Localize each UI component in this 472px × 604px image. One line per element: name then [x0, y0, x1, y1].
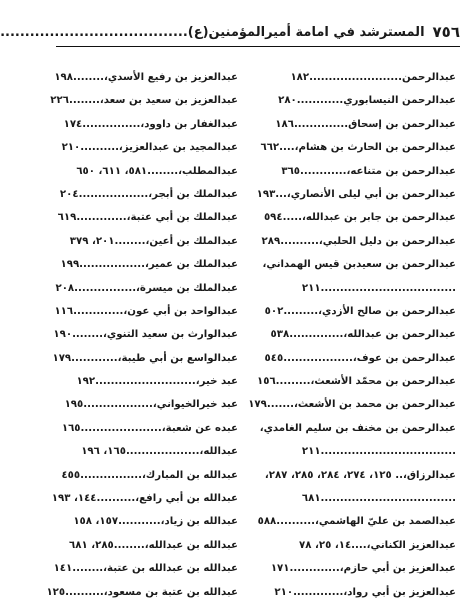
- index-entry: عبدالله بن عتبة بن مسعود،..........١٢٥: [46, 586, 238, 598]
- index-entry: عبدالصمد بن عليّ الهاشمي،..........٥٨٨: [257, 516, 456, 528]
- index-entry: عبدالله بن أبي رافع،..........١٤٤، ١٩٣: [51, 493, 238, 505]
- index-entry: عبدالرزاق،.. ١٢٥، ٢٧٤، ٢٨٤، ٢٨٥، ٢٨٧،: [264, 469, 456, 481]
- index-entry: ...................................٦٨١: [301, 493, 456, 505]
- page-number: ٧٥٦: [432, 23, 460, 41]
- index-entry: عبدالله بن عبدالله،........٢٨٥، ٦٨١: [69, 539, 238, 551]
- index-entry: عبدالرحمن بن مخنف بن سليم الغامدي،: [259, 422, 456, 434]
- index-entry: عبدالملك بن أعين،........٢٠١، ٣٧٩: [69, 235, 238, 247]
- index-entry: عبدالملك بن أبجر،..................٢٠٤: [59, 188, 238, 200]
- index-entry: عبدالعزيز بن رفيع الأسدي،........١٩٨: [54, 72, 238, 83]
- index-entry: عبدالله،...................١٦٥، ١٩٦: [81, 446, 238, 458]
- index-entry: عبدالرحمن بن الحارث بن هشام،....٦٦٢: [260, 142, 456, 154]
- index-entry: عبدالملك بن أبي عتبة،.............٦١٩: [57, 212, 238, 224]
- right-column: [248, 66, 456, 598]
- index-entry: عبده عن شعبة،.....................١٦٥: [61, 422, 238, 434]
- index-entry: عبدالملك بن عمير،.................١٩٩: [60, 259, 238, 271]
- index-entry: عبدالرحمن بن متناعه،............٣٦٥: [281, 165, 456, 177]
- index-entry: عبدالرحمن بن محمد بن الأشعث،.......١٧٩: [248, 399, 456, 411]
- index-entry: عبدالرحمن بن عبدالله،..............٥٣٨: [270, 329, 456, 341]
- index-entry: عبدالرحمن بن سعيدبن قيس الهمداني،: [262, 259, 456, 271]
- index-columns: [46, 66, 456, 598]
- index-entry: عبدالعزيز بن أبي رواد،.............٢١٠: [274, 586, 456, 598]
- index-entry: عبدالعزيز الكناني،....١٤، ٢٥، ٧٨: [299, 539, 456, 551]
- header-title-text: المسترشد في امامة أميرالمؤمنين(ع): [187, 24, 425, 40]
- index-entry: عبدالرحمن بن أبي ليلى الأنصاري،...١٩٣: [256, 188, 456, 200]
- page-title: [0, 25, 424, 40]
- left-column: [46, 66, 238, 598]
- index-entry: عبدالمطلب،........٥٨١، ٦١١، ٦٥٠: [76, 165, 238, 177]
- index-entry: عبدالعزيز بن أبي حازم،.............١٧١: [270, 563, 456, 575]
- header-dots: ......................................: [0, 24, 188, 40]
- index-entry: عبدالواحد بن أبي عون،.............١١٦: [54, 305, 238, 317]
- index-entry: عبدالواسع بن أبي طيبة،............١٧٩: [52, 352, 238, 364]
- index-entry: عبدالرحمن النيسابوري............٢٨٠: [278, 95, 456, 107]
- index-entry: عبدالغفار بن داوود،...............١٧٤: [63, 118, 238, 130]
- index-entry: عبد خير،..........................١٩٢: [76, 376, 238, 388]
- index-entry: عبد خيرالخيواني،..................١٩٥: [64, 399, 238, 411]
- index-entry: عبدالله بن المبارك،................٤٥٥: [61, 469, 238, 481]
- page-header: [0, 18, 460, 47]
- index-entry: ...................................٢١١: [301, 282, 456, 294]
- index-entry: ...................................٢١١: [301, 446, 456, 458]
- index-entry: عبدالله بن عبدالله بن عتبة،........١٤١: [53, 563, 238, 575]
- index-entry: عبدالوارث بن سعيد التنوي،........١٩٠: [53, 329, 238, 341]
- index-entry: عبدالرحمن........................١٨٢: [290, 72, 456, 83]
- index-entry: عبدالعزيز بن سعيد بن سعد،........٢٢٦: [50, 95, 238, 107]
- index-entry: عبدالرحمن بن إسحاق..............١٨٦: [275, 118, 456, 130]
- index-entry: عبدالله بن زياد،...........١٥٧، ١٥٨: [73, 516, 238, 528]
- index-entry: عبدالرحمن بن محمّد الأشعث،.........١٥٦: [257, 376, 456, 388]
- index-entry: عبدالرحمن بن دليل الحلبي،..........٢٨٩: [261, 235, 456, 247]
- index-entry: عبدالملك بن ميسرة،................٢٠٨: [55, 282, 238, 294]
- index-entry: عبدالرحمن بن عوف،..................٥٤٥: [264, 352, 456, 364]
- index-entry: عبدالرحمن بن جابر بن عبدالله،.....٥٩٤: [263, 212, 456, 224]
- index-entry: عبدالرحمن بن صالح الأزدي،.........٥٠٢: [264, 305, 456, 317]
- index-entry: عبدالمجيد بن عبدالعزيز،..........٢١٠: [61, 142, 238, 154]
